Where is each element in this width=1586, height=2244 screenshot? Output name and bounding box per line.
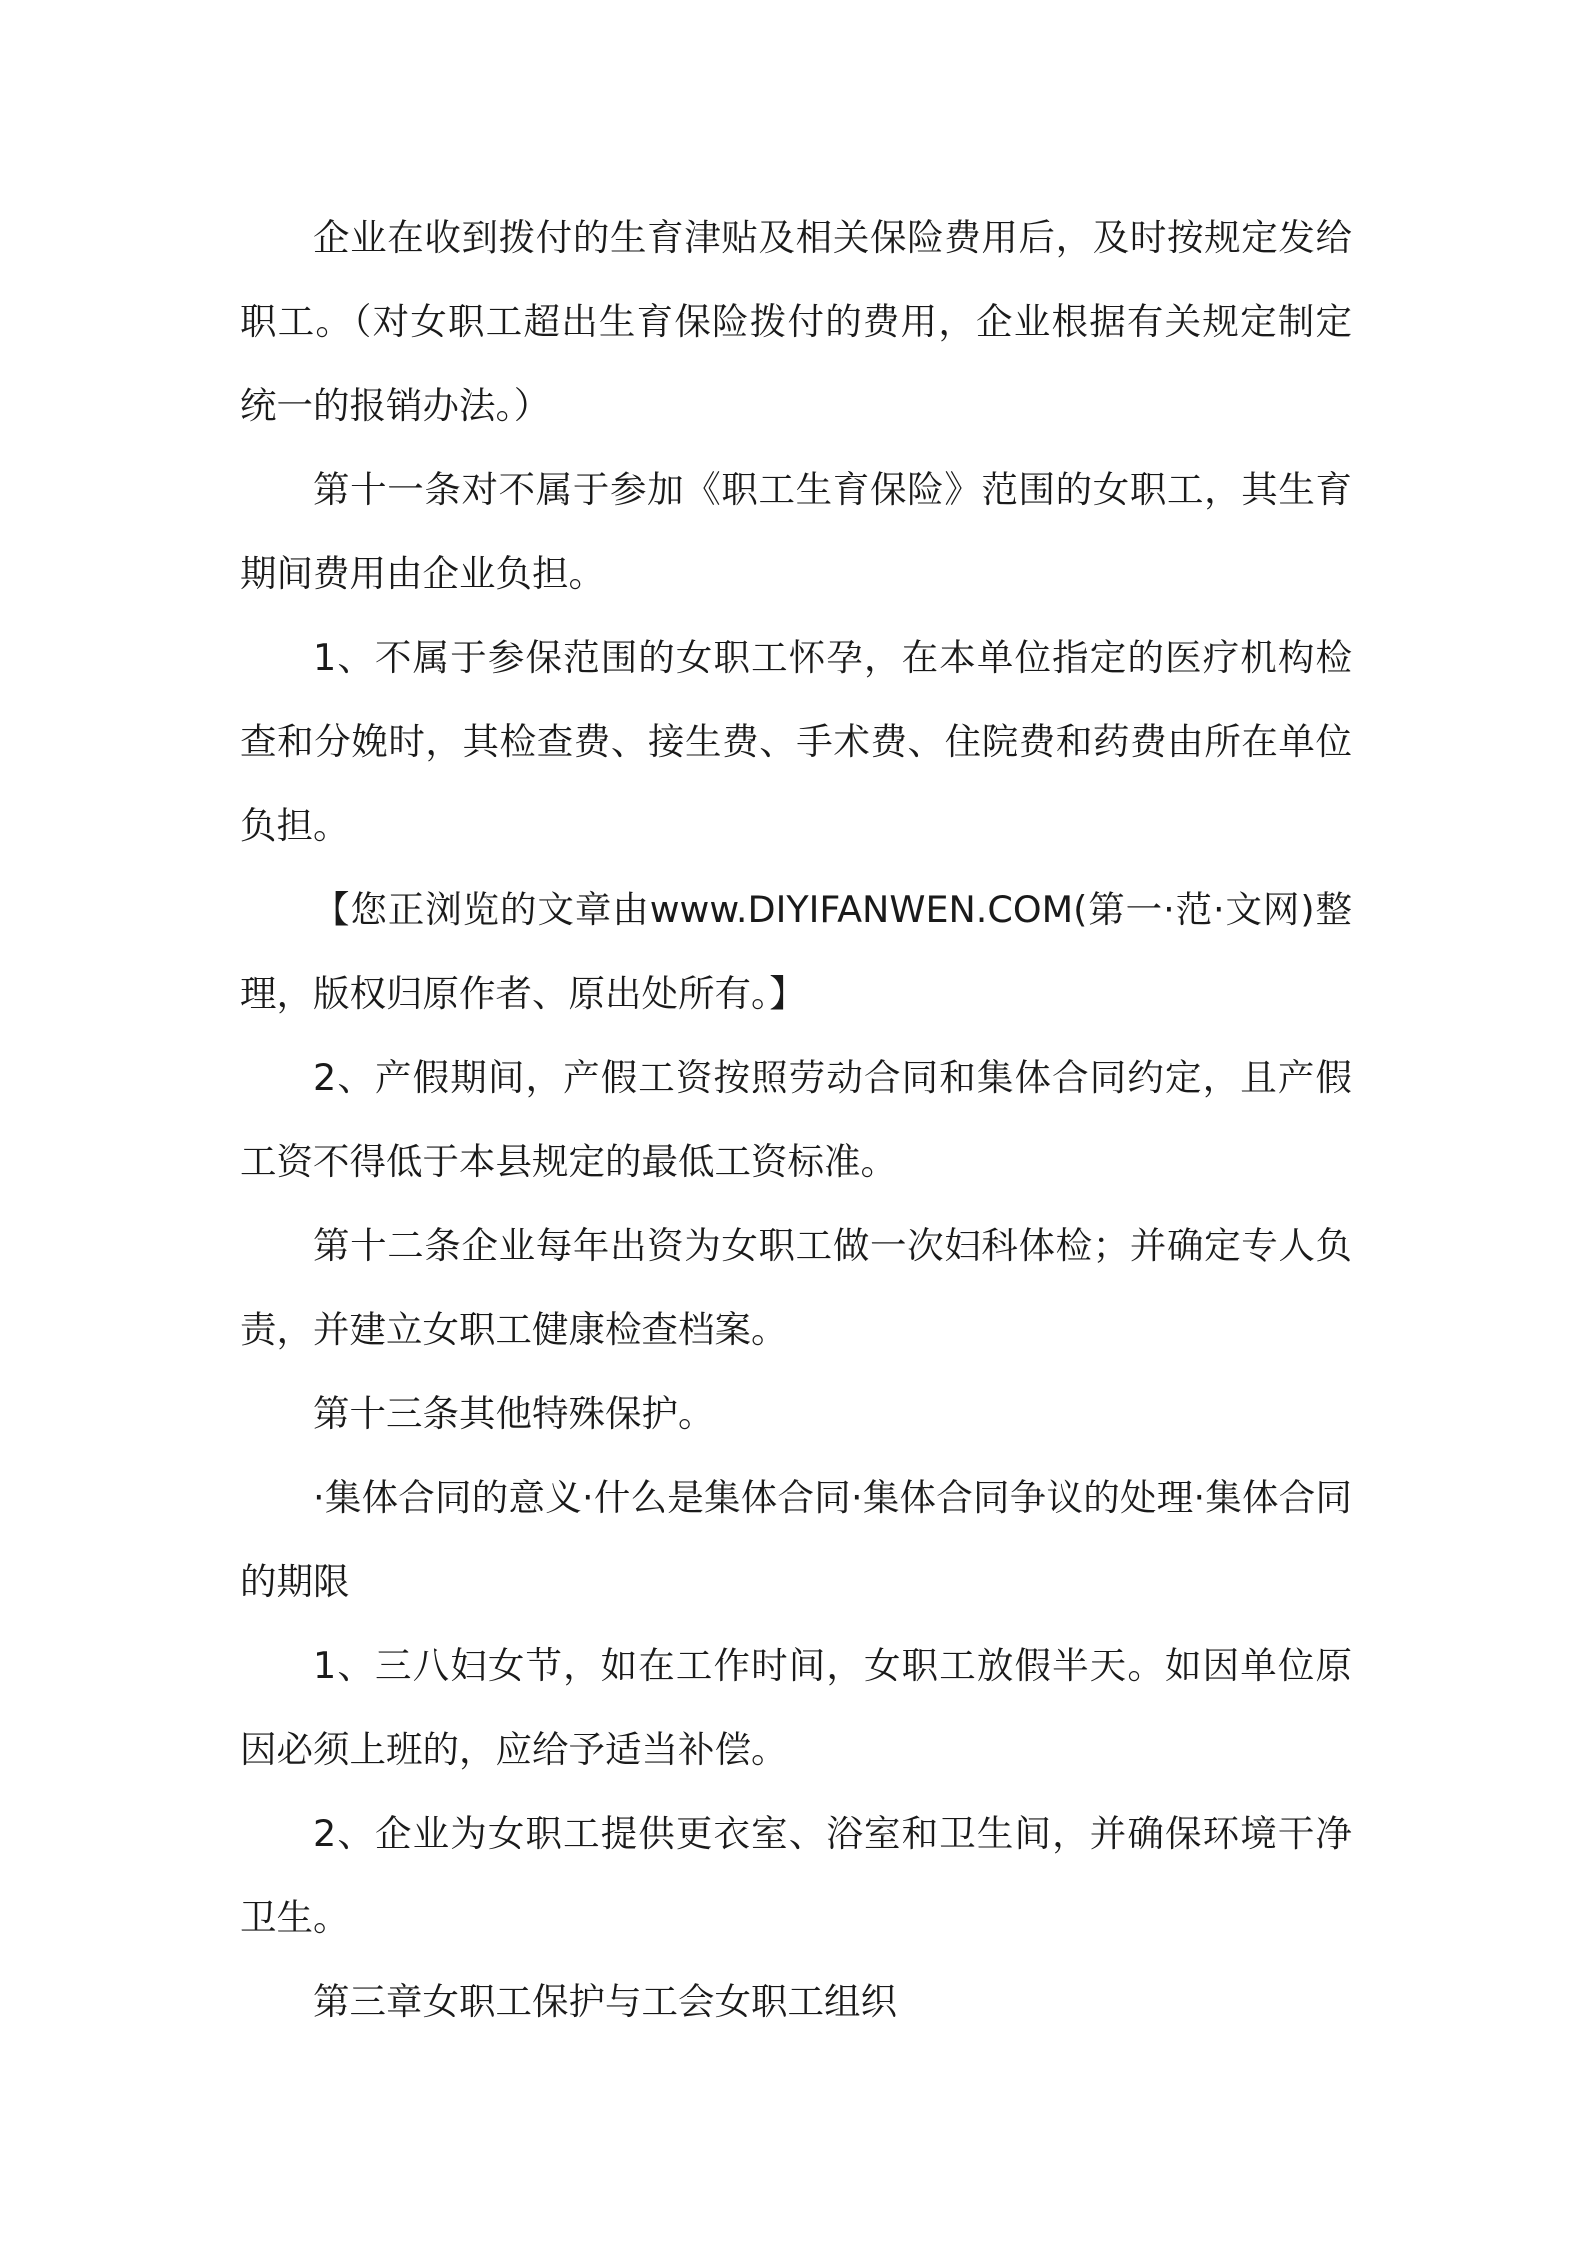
document-body — [240, 196, 1352, 2044]
paragraph-article-11: 第十一条对不属于参加《职工生育保险》范围的女职工，其生育期间费用由企业负担。 — [240, 468, 1352, 595]
chapter-3-heading: 第三章女职工保护与工会女职工组织 — [313, 1980, 897, 2023]
paragraph-item-1-costs: 1、不属于参保范围的女职工怀孕，在本单位指定的医疗机构检查和分娩时，其检查费、接生费、手术费、住院费和药费由所在单位负担。 — [240, 636, 1352, 847]
paragraph-article-13: 第十三条其他特殊保护。 — [313, 1392, 715, 1435]
paragraph-article-12: 第十二条企业每年出资为女职工做一次妇科体检；并确定专人负责，并建立女职工健康检查档案。 — [240, 1224, 1352, 1351]
paragraph-reimbursement: 企业在收到拨付的生育津贴及相关保险费用后，及时按规定发给职工。（对女职工超出生育保险拨付的费用，企业根据有关规定制定统一的报销办法。） — [240, 216, 1352, 427]
paragraph-related-links: ·集体合同的意义·什么是集体合同·集体合同争议的处理·集体合同的期限 — [240, 1476, 1352, 1603]
paragraph-item-2-maternity-pay: 2、产假期间，产假工资按照劳动合同和集体合同约定，且产假工资不得低于本县规定的最低工资标准。 — [240, 1056, 1352, 1183]
paragraph-item-2-facilities: 2、企业为女职工提供更衣室、浴室和卫生间，并确保环境干净卫生。 — [240, 1812, 1352, 1939]
paragraph-item-1-womens-day: 1、三八妇女节，如在工作时间，女职工放假半天。如因单位原因必须上班的，应给予适当补偿。 — [240, 1644, 1352, 1771]
paragraph-source-notice: 【您正浏览的文章由www.DIYIFANWEN.COM(第一·范·文网)整理，版权归原作者、原出处所有。】 — [240, 888, 1352, 1015]
